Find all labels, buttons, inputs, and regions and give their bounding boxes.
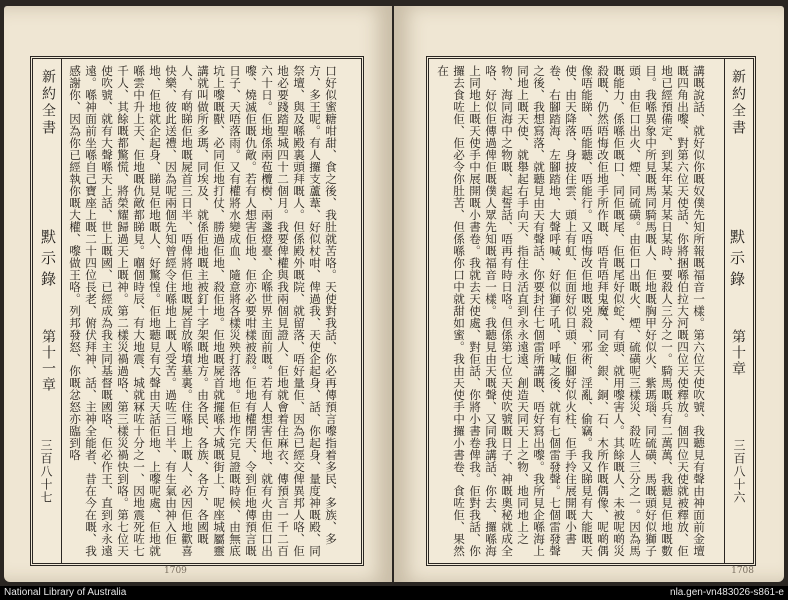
left-header-volume: 默示錄 — [39, 229, 57, 292]
left-header-chapter: 第十一章 — [40, 329, 56, 393]
left-page-frame — [30, 56, 364, 566]
left-page-margin — [33, 59, 62, 563]
right-page-frame — [426, 56, 756, 566]
left-page — [4, 6, 392, 582]
right-page-margin — [724, 59, 753, 563]
right-page-text: 講嘅說話、就好似你嘅奴僕先知所報嘅福音一樣。第六位天使吹號、我聽見有聲由神面前金壇嘅四角出嚟、對第六位天使話、你將捆喺伯拉大河嘅四位天使釋放。個四位天使就被釋放、佢地已經預備定、到某年某月某日某時、要殺人三分之一。騎馬嘅兵有二萬萬、我聽見佢地嘅數目。我喺異象中所見嘅馬同騎馬嘅人、佢地嘅胸甲好似火、紫瑪瑙、同硫磺、馬嘅頭好似獅子頭、由佢口出火、煙、同硫磺。由佢口出嘅火、煙、硫磺呢三樣災、殺咗人三分之一。因為馬嘅能力、係喺佢嘅口、同佢嘅尾、佢嘅尾好似蛇、有頭、就用嚟害人。其餘嘅人、未被呢啲災殺嘅、仍然唔悔改佢地手所作嘅、唔肯唔拜鬼魔、同金、銀、銅、石、木所作嘅偶像、呢啲偶像唔能睇、唔能聽、唔能行。又唔悔改佢地嘅兇殺、邪術、淫亂、偷竊。我又睇見有大能嘅天使、由天降落、身披住雲、頭上有虹、佢面好似日頭、佢腳好似火柱、佢手拎住展開嘅小書卷、右腳踏海、左腳踏地、大聲呼喊、好似獅子吼、呼喊之後、就有七個雷發聲。七個雷發聲之後、我想寫落、就聽見由天有聲話、你要封住七個雷所講嘅、唔好寫出嚟。我所見企喺海上同地上嘅天使、就舉起右手向天、指住永活直到永永遠遠、創造天同天上之物、地同地上之物、海同海中之物嘅、起誓話、唔再有時日咯。但係第七位天使吹號嘅日子、神嘅奧秘就成全咯、好似佢傳過俾佢嘅僕人眾先知嘅福音一樣。我聽見由天嘅聲、又同我講話、你去、攞喺海上同地上嘅天使手中展開嘅小書卷。我就去天使處、對佢話、你將小書卷俾我。佢對我話、你攞去食咗佢、佢必令你肚苦、但係喺你口中就甜如蜜。我由天使手中攞小書卷、食咗佢、果然在 — [436, 65, 706, 557]
left-page-number: 三百八十七 — [39, 439, 53, 504]
left-page-text: 口好似蜜糖咁甜、食之後、我肚就苦咯。天使對我話、你必再傳預言嚟指着多民、多族、多方、多王呢。有人攞支蘆葦、好似杖咁、俾過我、天使企起身、話、你起身、量度神嘅殿、同祭壇、與及喺殿裏頭拜嘅人。但係殿外嘅院、就留落、唔好量佢、因為已經交俾異邦人咯、佢地必要踐踏聖城四十二個月。我要俾權與我兩個見證人、佢地就會着住麻衣、傳預言一千二百六十日。佢地係兩苞欖樹、兩盞燈臺、企喺世界主面前嘅。若有人想害佢地、就有火由佢口出嚟、燒滅佢嘅仇敵。若有人想害佢地、佢亦必要咁樣被殺。佢地有權閉天、令到佢地傳預言嘅日子、天唔落雨。又有權將水變成血、隨意將各樣災殃打落地。佢地作完見證嘅時候、由無底坑上嚟嘅獸、必同佢地打仗、勝過佢地、殺佢地。佢地嘅屍首就擺喺大城嘅街上、呢座城屬靈講就叫做所多瑪、同埃及、就係佢地嘅主被釘十字架嘅地方。由各民、各族、各方、各國嘅人、有啲睇佢地嘅屍首三日半、唔俾將佢地嘅屍首放喺墳墓裏。住喺地上嘅人、必因佢地歡喜快樂、彼此送禮、因為呢兩個先知曾經令住喺地上嘅人受苦。過咗三日半、有生氣由神入佢地、佢地就企起身、睇見佢地嘅人、好驚惶。佢地聽見有大聲由天話佢地、上嚟呢處、佢地就喺雲中升上天、佢地嘅仇敵都睇見。嗰個時辰、有大地震、城就冧咗十分之一、因地震死咗七千人、其餘嘅都驚慌、將榮耀歸過天上嘅神。第二樣災禍過咯、第三樣災禍快到咯。第七位天使吹號、就有大聲喺天上話、世上嘅國、已經成為我主同基督嘅國咯、佢必作王、直到永永遠遠。喺神面前坐喺自己寶座上嘅二十四位長老、俯伏拜神、話、主神全能者、昔在今在嘅、我感謝你、因為你已經執你嘅大權、嚟做王咯。列邦發怒、你嘅忿怒亦臨到咯 — [68, 65, 338, 557]
left-footer-mark: 1709 — [164, 566, 187, 576]
right-header-chapter: 第十章 — [730, 329, 746, 377]
right-page-number: 三百八十六 — [732, 439, 746, 504]
left-page-body — [67, 65, 355, 557]
right-header-volume: 默示錄 — [728, 229, 746, 292]
left-header-book: 新約全書 — [40, 69, 56, 137]
image-identifier: nla.gen-vn483026-s861-e — [670, 587, 784, 598]
right-footer-mark: 1708 — [731, 566, 754, 576]
library-footer-bar — [0, 586, 788, 600]
right-header-book: 新約全書 — [730, 69, 746, 137]
right-page-body — [435, 65, 719, 557]
right-page — [394, 6, 784, 582]
library-name: National Library of Australia — [4, 587, 127, 598]
